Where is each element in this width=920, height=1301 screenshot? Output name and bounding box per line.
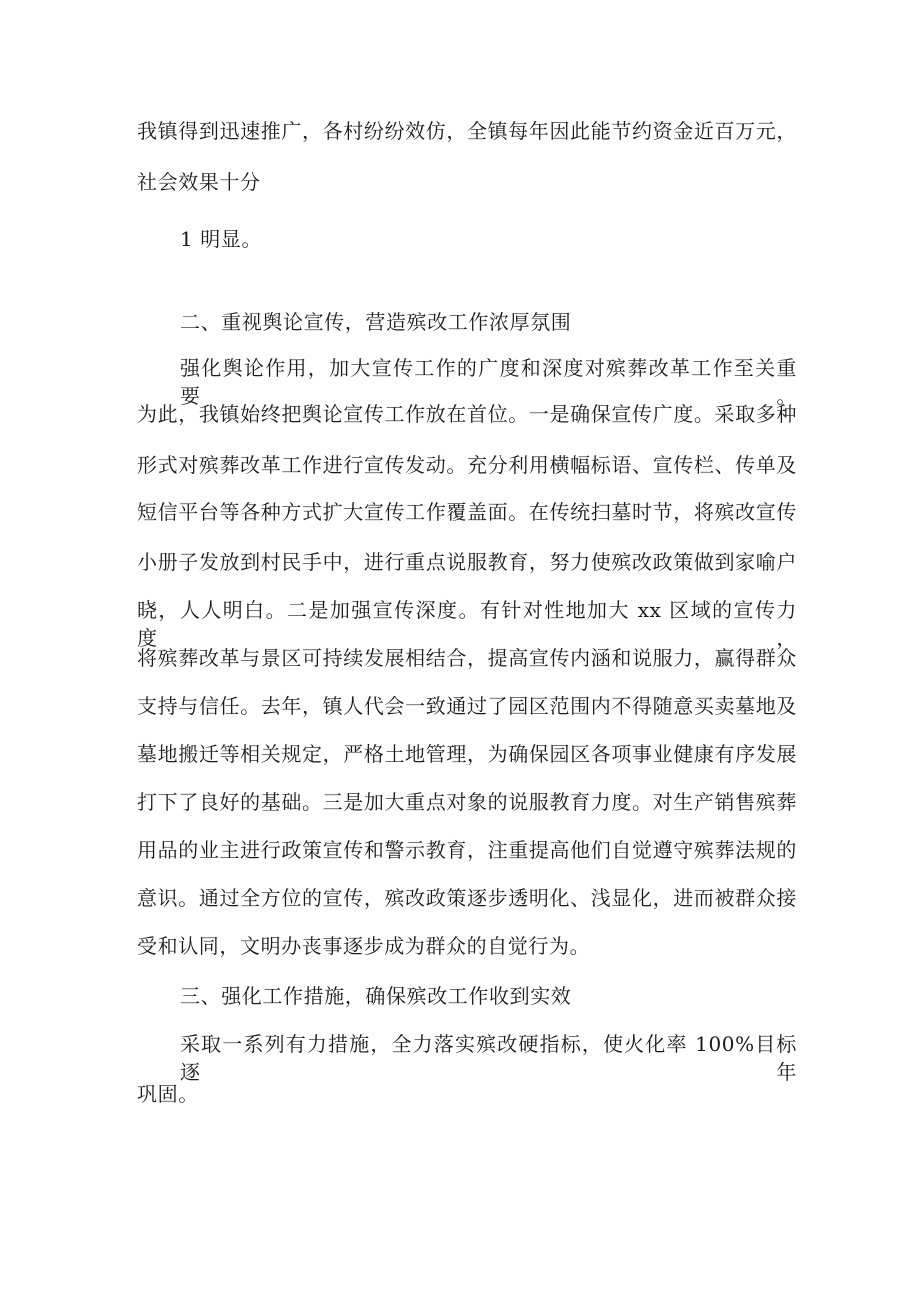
paragraph-line: 为此，我镇始终把舆论宣传工作放在首位。一是确保宣传广度。采取多种 bbox=[137, 402, 797, 426]
paragraph-line: 形式对殡葬改革工作进行宣传发动。充分利用横幅标语、宣传栏、传单及 bbox=[137, 453, 797, 477]
section-heading: 三、强化工作措施，确保殡改工作收到实效 bbox=[180, 984, 572, 1008]
section-heading: 二、重视舆论宣传，营造殡改工作浓厚氛围 bbox=[180, 310, 572, 334]
paragraph-line: 巩固。 bbox=[137, 1082, 199, 1106]
paragraph-line: 强化舆论作用，加大宣传工作的广度和深度对殡葬改革工作至关重要。 bbox=[180, 356, 797, 408]
paragraph-line: 我镇得到迅速推广，各村纷纷效仿，全镇每年因此能节约资金近百万元， bbox=[137, 119, 797, 143]
paragraph-line: 受和认同，文明办丧事逐步成为群众的自觉行为。 bbox=[137, 934, 591, 958]
paragraph-line: 社会效果十分 bbox=[137, 170, 261, 194]
paragraph-line: 将殡葬改革与景区可持续发展相结合，提高宣传内涵和说服力，赢得群众 bbox=[137, 646, 797, 670]
paragraph-line: 用品的业主进行政策宣传和警示教育，注重提高他们自觉遵守殡葬法规的 bbox=[137, 838, 797, 862]
paragraph-line: 晓，人人明白。二是加强宣传深度。有针对性地加大 xx 区域的宣传力度， bbox=[137, 598, 797, 650]
paragraph-line: 小册子发放到村民手中，进行重点说服教育，努力使殡改政策做到家喻户 bbox=[137, 550, 797, 574]
paragraph-line: 墓地搬迁等相关规定，严格土地管理，为确保园区各项事业健康有序发展 bbox=[137, 742, 797, 766]
paragraph-line: 1 明显。 bbox=[180, 227, 263, 251]
paragraph-line: 采取一系列有力措施，全力落实殡改硬指标，使火化率 100%目标逐年 bbox=[180, 1032, 797, 1084]
paragraph-line: 短信平台等各种方式扩大宣传工作覆盖面。在传统扫墓时节，将殡改宣传 bbox=[137, 500, 797, 524]
paragraph-line: 支持与信任。去年，镇人代会一致通过了园区范围内不得随意买卖墓地及 bbox=[137, 694, 797, 718]
paragraph-line: 意识。通过全方位的宣传，殡改政策逐步透明化、浅显化，进而被群众接 bbox=[137, 886, 797, 910]
paragraph-line: 打下了良好的基础。三是加大重点对象的说服教育力度。对生产销售殡葬 bbox=[137, 790, 797, 814]
